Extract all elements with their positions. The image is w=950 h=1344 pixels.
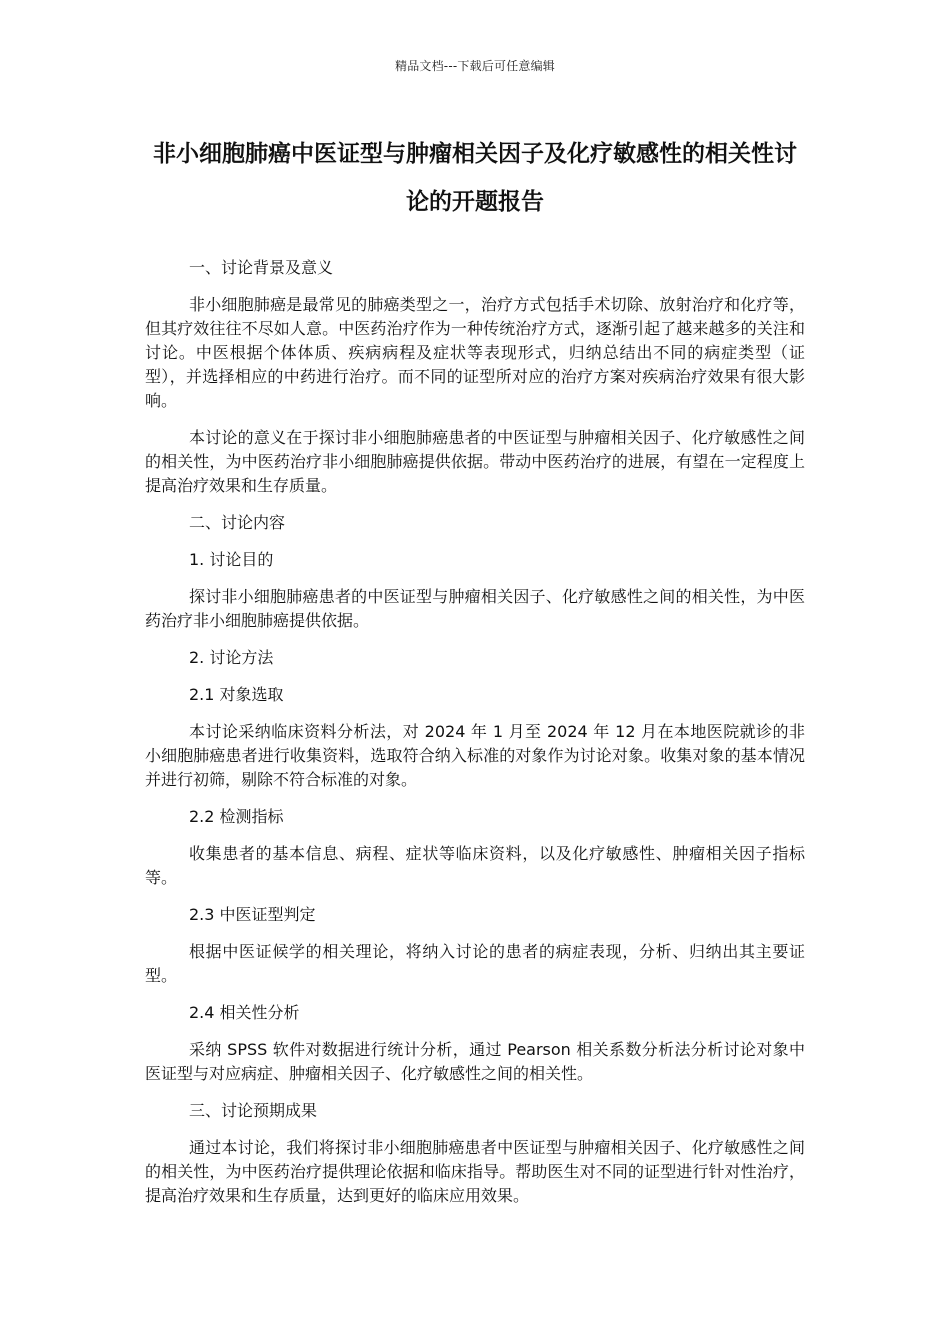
header-note: 精品文档---下载后可任意编辑 <box>395 59 555 73</box>
subheading-method: 2. 讨论方法 <box>189 648 274 667</box>
section-heading-background: 一、讨论背景及意义 <box>189 258 334 277</box>
paragraph-significance: 本讨论的意义在于探讨非小细胞肺癌患者的中医证型与肿瘤相关因子、化疗敏感性之间的相关性，为中医药治疗非小细胞肺癌提供依据。带动中医药治疗的进展，有望在一定程度上提高治疗效果和生存质量。 <box>145 428 805 495</box>
section-heading-content: 二、讨论内容 <box>189 513 286 532</box>
subheading-syndrome-determination: 2.3 中医证型判定 <box>189 905 316 924</box>
paragraph-correlation-analysis: 采纳 SPSS 软件对数据进行统计分析，通过 Pearson 相关系数分析法分析讨论对象中医证型与对应病症、肿瘤相关因子、化疗敏感性之间的相关性。 <box>145 1040 805 1083</box>
paragraph-expected-results: 通过本讨论，我们将探讨非小细胞肺癌患者中医证型与肿瘤相关因子、化疗敏感性之间的相关性，为中医药治疗提供理论依据和临床指导。帮助医生对不同的证型进行针对性治疗，提高治疗效果和生存质量，达到更好的临床应用效果。 <box>145 1138 805 1205</box>
document-body <box>145 256 805 1221</box>
paragraph-syndrome-determination: 根据中医证候学的相关理论，将纳入讨论的患者的病症表现，分析、归纳出其主要证型。 <box>145 942 805 985</box>
paragraph-indicators: 收集患者的基本信息、病程、症状等临床资料，以及化疗敏感性、肿瘤相关因子指标等。 <box>145 844 805 887</box>
subheading-indicators: 2.2 检测指标 <box>189 807 284 826</box>
section-heading-expected-results: 三、讨论预期成果 <box>189 1101 318 1120</box>
subheading-purpose: 1. 讨论目的 <box>189 550 274 569</box>
document-title: 非小细胞肺癌中医证型与肿瘤相关因子及化疗敏感性的相关性讨论的开题报告 <box>153 141 797 215</box>
subheading-correlation-analysis: 2.4 相关性分析 <box>189 1003 300 1022</box>
paragraph-purpose: 探讨非小细胞肺癌患者的中医证型与肿瘤相关因子、化疗敏感性之间的相关性，为中医药治疗非小细胞肺癌提供依据。 <box>145 587 805 630</box>
subheading-subject-selection: 2.1 对象选取 <box>189 685 284 704</box>
paragraph-subject-selection: 本讨论采纳临床资料分析法，对 2024 年 1 月至 2024 年 12 月在本地医院就诊的非小细胞肺癌患者进行收集资料，选取符合纳入标准的对象作为讨论对象。收集对象的基本情况并进行初筛，剔除不符合标准的对象。 <box>145 722 805 789</box>
paragraph-background: 非小细胞肺癌是最常见的肺癌类型之一，治疗方式包括手术切除、放射治疗和化疗等，但其疗效往往不尽如人意。中医药治疗作为一种传统治疗方式，逐渐引起了越来越多的关注和讨论。中医根据个体体质、疾病病程及症状等表现形式，归纳总结出不同的病症类型（证型），并选择相应的中药进行治疗。而不同的证型所对应的治疗方案对疾病治疗效果有很大影响。 <box>145 295 805 410</box>
